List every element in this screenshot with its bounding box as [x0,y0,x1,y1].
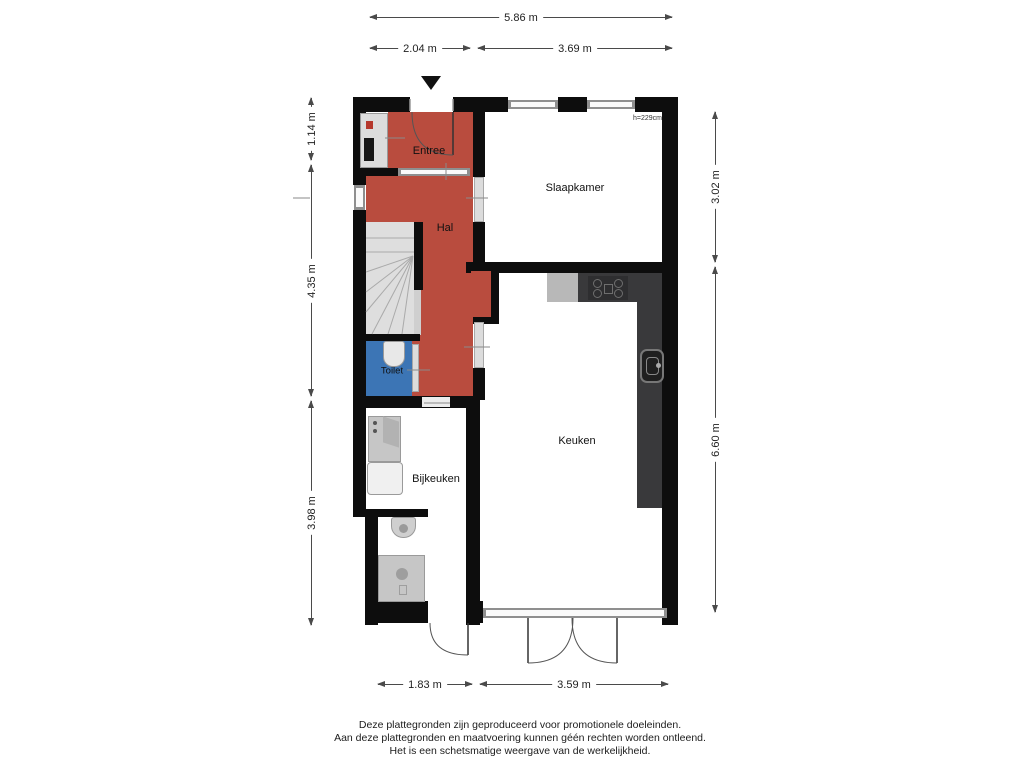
washing-machine [378,555,425,602]
dimension-label: 3.69 m [553,43,597,55]
cooktop [588,276,628,300]
dimension-label: 3.02 m [710,165,722,209]
french-door-left-arc [528,618,573,663]
entree-hal-partition [398,168,470,176]
knob-icon [373,421,377,425]
window-slaapkamer-2 [587,100,635,109]
toilet-wall [363,334,420,341]
dimension-left-mid [305,165,318,396]
window-slaapkamer-1 [508,100,558,109]
dimension-label: 5.86 m [499,12,543,24]
utility-sink [367,462,403,495]
interior-wall [473,222,485,262]
bijkeuken-exterior-door-arc [430,623,468,655]
ceiling-height-label: h=229cm [633,115,662,122]
dimension-label: 4.35 m [306,259,318,303]
dimension-bottom-left [378,678,472,691]
stairs-railing [414,290,421,335]
exterior-wall [662,112,678,625]
dimension-left-top [305,98,318,160]
exterior-wall [453,97,508,112]
dimension-label: 3.98 m [306,491,318,535]
basin-drain-icon [399,524,408,533]
room-label-entree: Entree [412,145,446,157]
burner-icon [614,279,623,288]
keuken-door [474,322,484,368]
room-entree-floor [388,112,473,170]
boiler-icon [366,121,373,129]
kitchen-counter-right [637,273,662,508]
staircase [366,222,414,335]
hand-basin [391,517,416,538]
exterior-wall [353,210,366,515]
toilet-door [412,344,419,392]
washer-door-icon [396,568,408,580]
dimension-label: 3.59 m [552,679,596,691]
washer-detail [399,585,407,595]
interior-wall [353,396,473,408]
toilet-fixture [383,341,405,367]
dimension-label: 6.60 m [710,418,722,462]
burner-icon [593,279,602,288]
burner-icon [593,289,602,298]
entrance-frame [410,99,453,111]
bijkeuken-door [422,397,450,407]
exterior-wall [365,601,428,623]
room-label-slaapkamer: Slaapkamer [545,182,605,194]
utility-counter [368,416,401,462]
counter-corner [383,416,399,447]
room-label-keuken: Keuken [558,435,596,447]
knob-icon [373,429,377,433]
cooktop-control [604,284,613,294]
interior-wall [353,168,400,176]
room-label-bijkeuken: Bijkeuken [412,473,460,485]
entrance-pointer-icon [421,76,441,90]
window-keuken-bottom [483,608,667,618]
room-hal-nook-floor [471,271,491,317]
room-label-hal: Hal [436,222,454,234]
dimension-right-bottom [709,267,722,612]
kitchen-sink [640,349,664,383]
exterior-wall [558,97,587,112]
sink-faucet-icon [656,363,661,368]
dimension-left-bottom [305,401,318,625]
interior-wall [473,368,485,400]
disclaimer-line-2: Aan deze plattegronden en maatvoering kunnen géén rechten worden ontleend. [334,732,706,744]
stairs-wall [414,222,423,290]
disclaimer-line-1: Deze plattegronden zijn geproduceerd voor promotionele doeleinden. [358,719,682,731]
meter-cupboard [360,113,388,168]
slaapkamer-door [474,177,484,222]
window-left [354,185,365,210]
interior-wall [466,400,480,625]
dimension-top-left [370,42,470,55]
dimension-label: 1.14 m [306,107,318,151]
kitchen-worktop-light [547,273,578,302]
french-door-right-arc [572,618,617,663]
dimension-top-right [478,42,672,55]
dimension-bottom-right [480,678,668,691]
disclaimer-line-3: Het is een schetsmatige weergave van de werkelijkheid. [389,745,651,757]
disclaimer [262,719,778,758]
dimension-right-top [709,112,722,262]
exterior-wall [635,97,678,112]
dimension-top-total [370,11,672,24]
dimension-label: 2.04 m [398,43,442,55]
room-label-toilet: Toilet [380,365,404,377]
meter-panel-icon [364,138,374,161]
interior-wall [491,266,499,324]
interior-wall [473,112,485,177]
burner-icon [614,289,623,298]
dimension-label: 1.83 m [403,679,447,691]
